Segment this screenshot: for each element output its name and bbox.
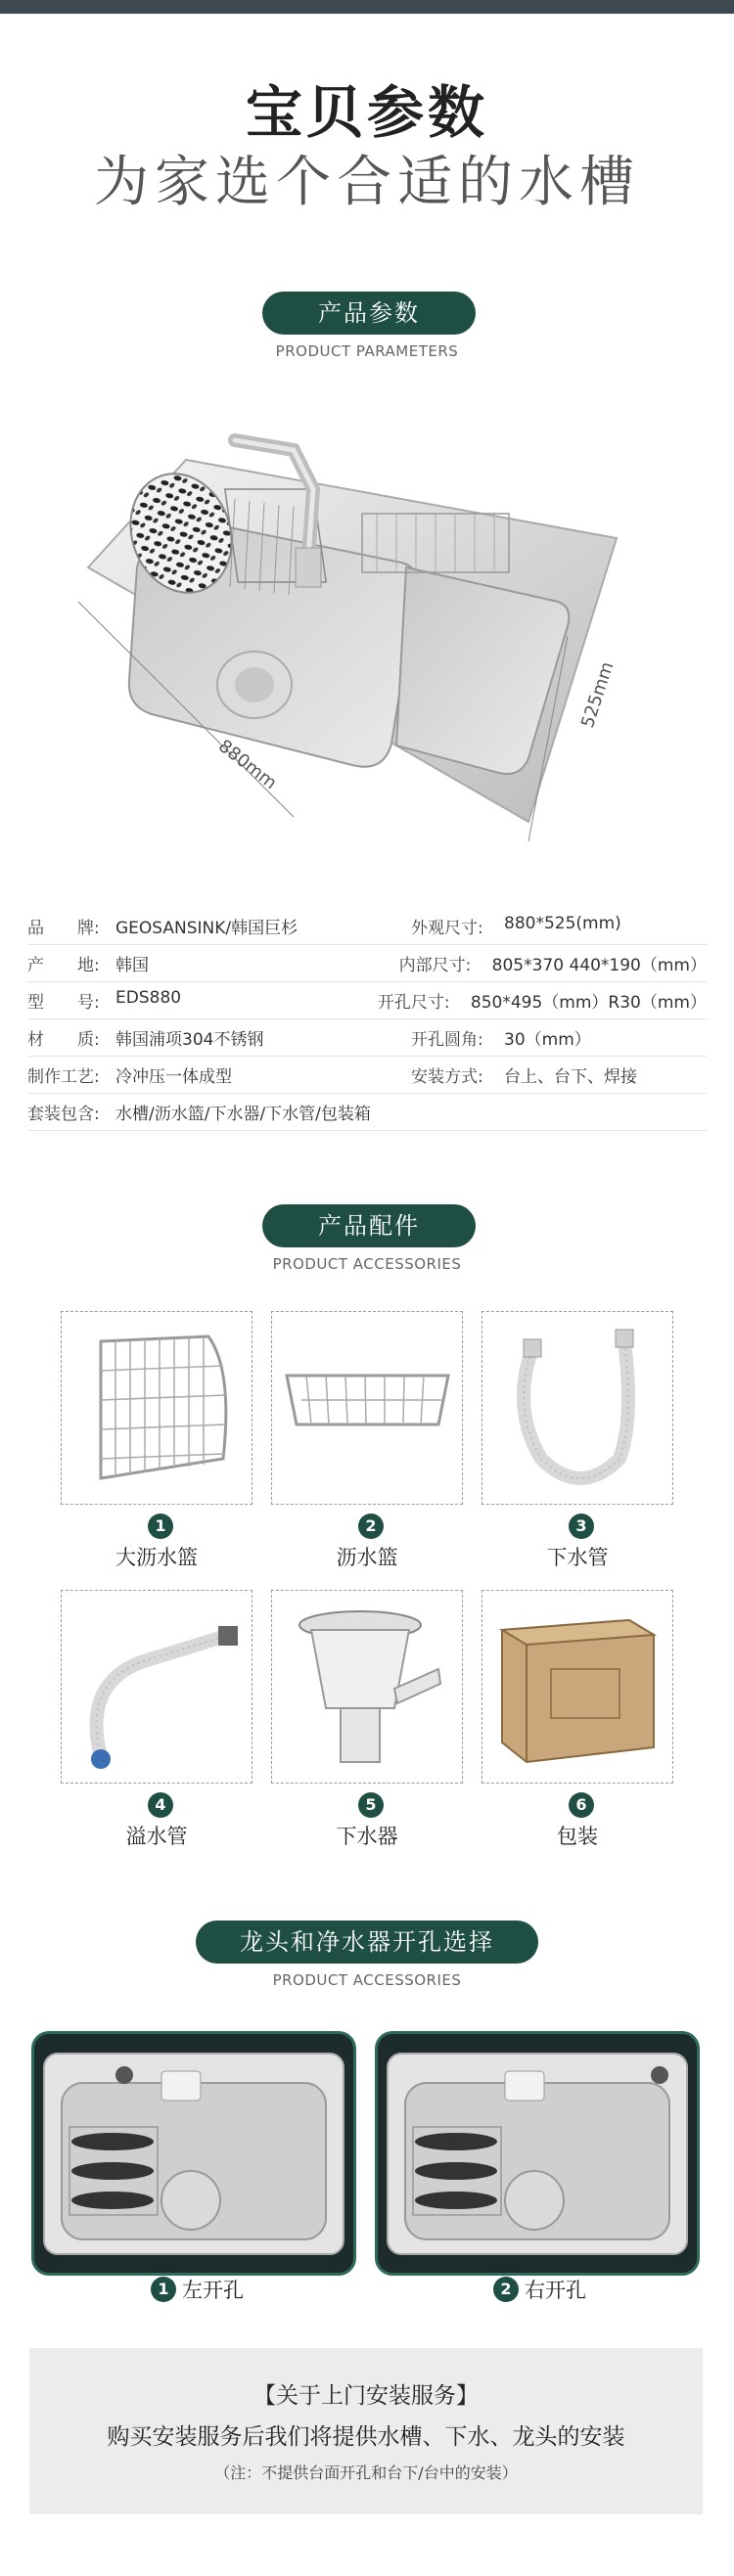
param-value: 30（mm）	[504, 1030, 591, 1050]
param-key: 材 质:	[27, 1030, 100, 1050]
accessory-label: 下水器	[336, 1825, 398, 1848]
sink-right-hole-image	[378, 2034, 697, 2273]
large-basket-icon	[62, 1312, 252, 1504]
service-note: （注：不提供台面开孔和台下/台中的安装）	[214, 2463, 518, 2482]
hole-option-right-label[interactable]	[493, 2275, 586, 2304]
section-title-params: 产品参数	[262, 292, 476, 335]
accessory-number-badge: 6	[569, 1792, 594, 1818]
top-bar	[0, 0, 734, 14]
install-service-box	[29, 2348, 703, 2514]
drain-icon	[272, 1591, 462, 1783]
accessory-label: 溢水管	[125, 1825, 188, 1848]
hole-option-left-card[interactable]	[31, 2031, 356, 2276]
params-row	[27, 945, 707, 982]
sink-left-hole-image	[34, 2034, 353, 2273]
section-title-holes: 龙头和净水器开孔选择	[196, 1921, 538, 1964]
section-subtitle-params: PRODUCT PARAMETERS	[275, 342, 459, 360]
overflow-hose-icon	[62, 1591, 252, 1783]
param-key: 开孔圆角:	[411, 1030, 483, 1050]
hole-option-text: 右开孔	[525, 2279, 586, 2302]
accessory-label: 下水管	[546, 1546, 609, 1569]
accessory-image-package	[482, 1590, 673, 1784]
drain-hose-icon	[482, 1312, 672, 1504]
param-value: 805*370 440*190（mm）	[491, 956, 707, 975]
param-value: 880*525(mm)	[504, 914, 621, 933]
accessory-number-badge: 5	[358, 1792, 384, 1818]
accessory-number-badge: 3	[569, 1514, 594, 1539]
param-key: 开孔尺寸:	[377, 993, 450, 1013]
section-subtitle-holes: PRODUCT ACCESSORIES	[272, 1971, 462, 1989]
basket-icon	[272, 1312, 462, 1504]
params-row	[27, 1057, 707, 1094]
param-key: 套装包含:	[27, 1105, 100, 1124]
param-key: 内部尺寸:	[398, 956, 472, 975]
param-value: 850*495（mm）R30（mm）	[470, 993, 707, 1013]
params-row	[27, 908, 707, 945]
param-key: 安装方式:	[411, 1067, 483, 1087]
accessory-image-overflow-hose	[61, 1590, 252, 1784]
section-title-accessories: 产品配件	[262, 1204, 476, 1247]
param-value: 韩国浦项304不锈钢	[115, 1030, 264, 1050]
param-key: 外观尺寸:	[411, 919, 483, 938]
param-value: 水槽/沥水篮/下水器/下水管/包装箱	[115, 1105, 371, 1124]
hole-number-badge: 1	[151, 2277, 176, 2302]
service-text: 购买安装服务后我们将提供水槽、下水、龙头的安装	[107, 2424, 625, 2450]
accessory-number-badge: 1	[148, 1514, 173, 1539]
package-box-icon	[482, 1591, 672, 1783]
accessory-label: 包装	[557, 1825, 598, 1848]
param-value: 台上、台下、焊接	[504, 1067, 637, 1087]
hole-option-right-card[interactable]	[375, 2031, 700, 2276]
sink-product-image	[69, 421, 656, 851]
params-row	[27, 982, 707, 1019]
param-value: GEOSANSINK/韩国巨杉	[115, 919, 298, 938]
accessory-label: 沥水篮	[336, 1546, 398, 1569]
param-key: 产 地:	[27, 956, 100, 975]
hero-title: 宝贝参数	[245, 79, 488, 146]
accessory-image-basket	[271, 1311, 463, 1505]
hole-option-left-label[interactable]	[151, 2275, 244, 2304]
param-value: 冷冲压一体成型	[115, 1067, 232, 1087]
sink-depth-label: 525mm	[577, 658, 619, 731]
accessory-image-large-basket	[61, 1311, 252, 1505]
hole-option-text: 左开孔	[182, 2279, 244, 2302]
param-key: 制作工艺:	[27, 1067, 100, 1087]
section-subtitle-accessories: PRODUCT ACCESSORIES	[272, 1255, 462, 1273]
hole-number-badge: 2	[493, 2277, 519, 2302]
accessory-image-drain-hose	[482, 1311, 673, 1505]
service-title: 【关于上门安装服务】	[253, 2383, 479, 2409]
params-row	[27, 1094, 707, 1131]
param-key: 品 牌:	[27, 919, 100, 938]
param-key: 型 号:	[27, 993, 100, 1013]
params-table	[27, 908, 707, 1131]
params-row	[27, 1019, 707, 1057]
accessory-number-badge: 4	[148, 1792, 173, 1818]
param-value: 韩国	[115, 956, 149, 975]
param-value: EDS880	[115, 988, 182, 1008]
accessory-image-drain	[271, 1590, 463, 1784]
sink-width-label: 880mm	[214, 736, 281, 794]
accessory-label: 大沥水篮	[115, 1546, 198, 1569]
accessory-number-badge: 2	[358, 1514, 384, 1539]
hero-subtitle: 为家选个合适的水槽	[94, 151, 640, 214]
